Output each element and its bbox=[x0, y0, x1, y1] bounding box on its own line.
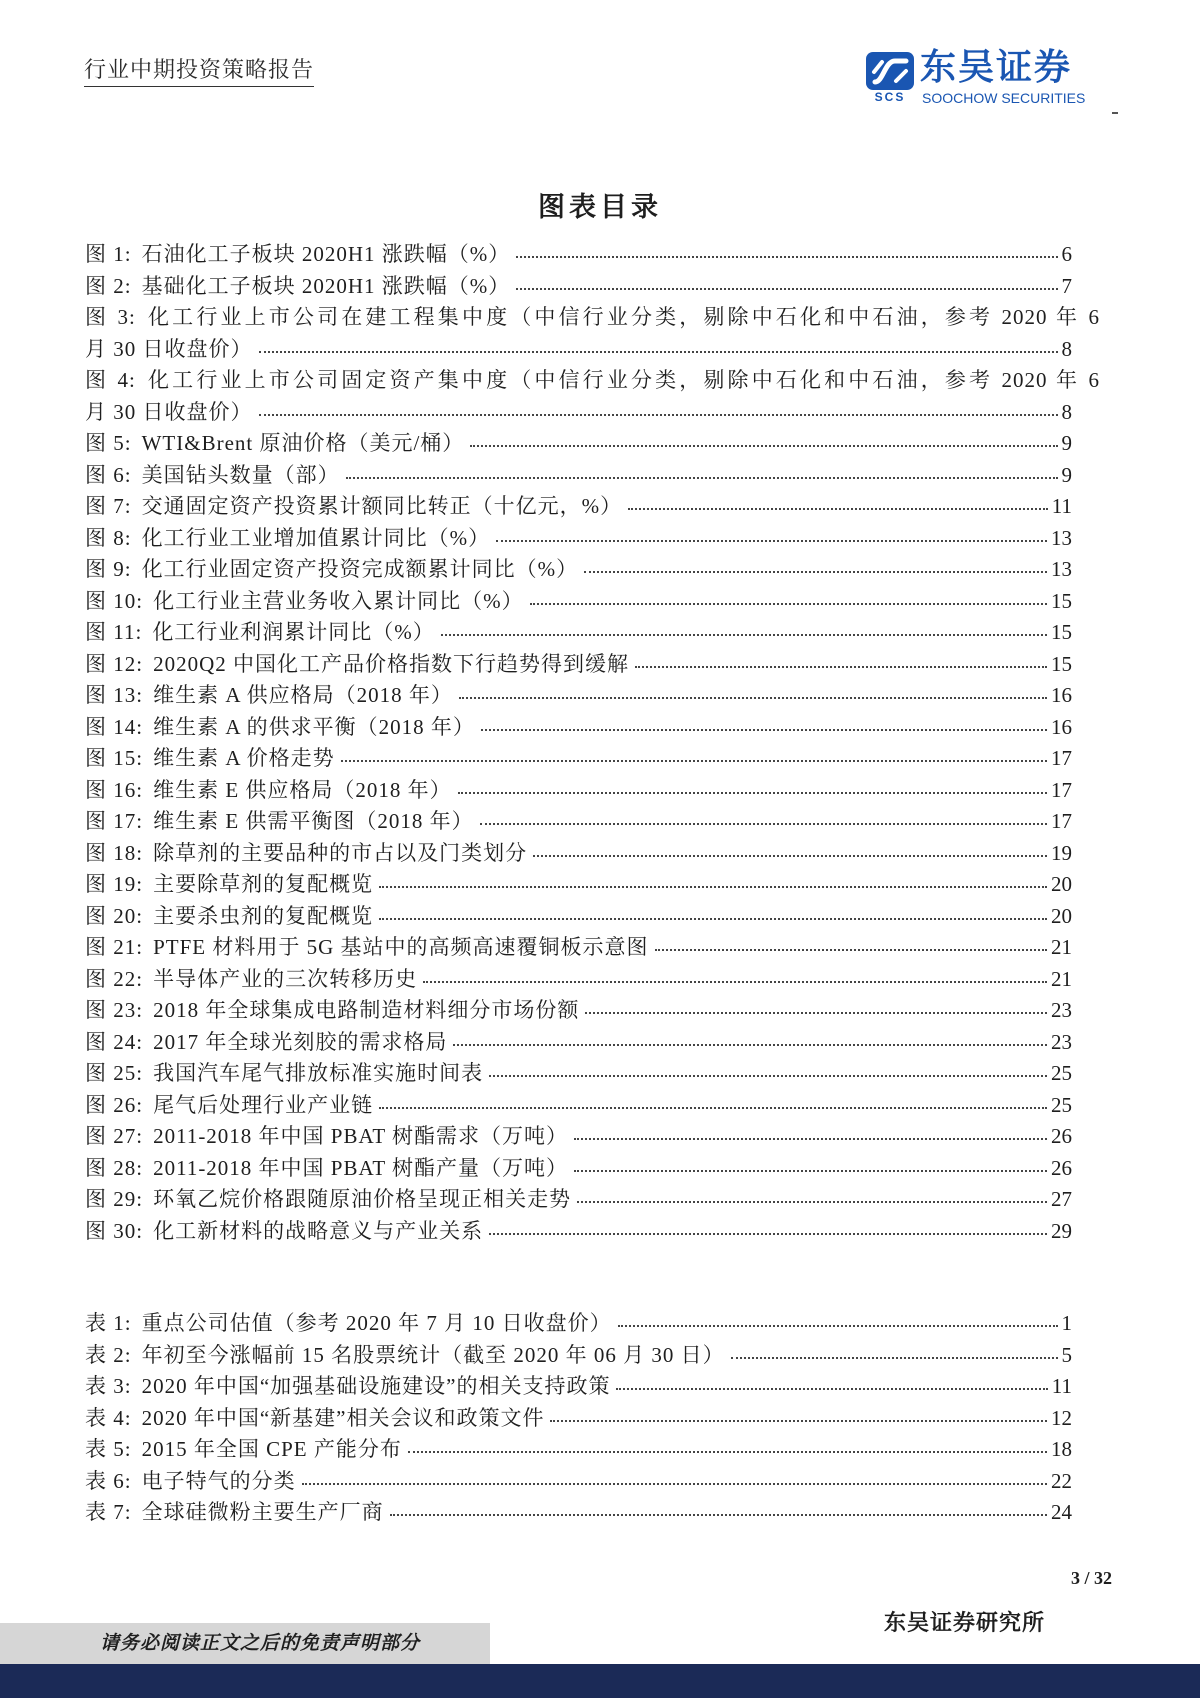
toc-entry-label: 图 8: bbox=[85, 525, 132, 550]
dot-leader bbox=[489, 1233, 1047, 1235]
toc-entry-title: 2020Q2 中国化工产品价格指数下行趋势得到缓解 bbox=[153, 651, 630, 676]
dot-leader bbox=[441, 634, 1047, 636]
toc-entry-title: 重点公司估值（参考 2020 年 7 月 10 日收盘价） bbox=[141, 1311, 612, 1335]
toc-entry-page: 9 bbox=[1061, 431, 1072, 455]
toc-entry-figure-13[interactable] bbox=[85, 680, 1072, 712]
toc-entry-page: 1 bbox=[1061, 1311, 1072, 1335]
dot-leader bbox=[574, 1138, 1047, 1140]
toc-entry-label: 图 4: bbox=[85, 368, 136, 392]
toc-entry-title: 维生素 A 价格走势 bbox=[153, 746, 335, 770]
soochow-logo-icon bbox=[866, 52, 914, 90]
toc-entry-figure-21[interactable] bbox=[85, 932, 1072, 964]
toc-entry-title: 2011-2018 年中国 PBAT 树酯需求（万吨） bbox=[153, 1124, 569, 1148]
toc-entry-figure-20[interactable] bbox=[85, 901, 1072, 933]
toc-entry-table-3[interactable] bbox=[85, 1371, 1072, 1403]
dot-leader bbox=[574, 1170, 1047, 1172]
toc-entry-title: 2011-2018 年中国 PBAT 树酯产量（万吨） bbox=[153, 1155, 569, 1180]
toc-entry-title: 交通固定资产投资累计额同比转正（十亿元，%） bbox=[141, 494, 623, 518]
logo-mark-text: SCS bbox=[874, 90, 906, 104]
toc-entry-label: 图 9: bbox=[85, 557, 132, 581]
toc-entry-page: 21 bbox=[1051, 935, 1072, 959]
toc-entry-figure-10[interactable] bbox=[85, 586, 1072, 618]
toc-entry-page: 6 bbox=[1061, 242, 1072, 266]
toc-entry-table-4[interactable] bbox=[85, 1403, 1072, 1435]
dot-leader bbox=[379, 918, 1047, 920]
dot-leader bbox=[530, 603, 1047, 605]
toc-entry-label: 图 19: bbox=[85, 872, 144, 896]
dot-leader bbox=[341, 760, 1047, 762]
header-dash bbox=[1112, 112, 1118, 114]
toc-entry-page: 12 bbox=[1051, 1405, 1072, 1430]
toc-entry-label: 表 2: bbox=[85, 1342, 132, 1367]
toc-entry-label: 表 3: bbox=[85, 1374, 132, 1398]
toc-entry-title: 化工行业利润累计同比（%） bbox=[152, 620, 435, 644]
dot-leader bbox=[346, 477, 1058, 479]
dot-leader bbox=[489, 1075, 1047, 1077]
dot-leader bbox=[585, 1012, 1047, 1014]
toc-entry-title: 环氧乙烷价格跟随原油价格呈现正相关走势 bbox=[153, 1187, 572, 1211]
toc-entry-page: 18 bbox=[1051, 1437, 1072, 1461]
toc-entry-label: 图 29: bbox=[85, 1187, 144, 1211]
toc-entry-title: 2015 年全国 CPE 产能分布 bbox=[141, 1437, 402, 1461]
dot-leader bbox=[458, 792, 1047, 794]
toc-entry-page: 15 bbox=[1051, 620, 1072, 644]
toc-entry-title: 除草剂的主要品种的市占以及门类划分 bbox=[153, 840, 528, 865]
dot-leader bbox=[635, 666, 1047, 668]
logo-name-en: SOOCHOW SECURITIES bbox=[922, 90, 1086, 106]
toc-entry-title: 基础化工子板块 2020H1 涨跌幅（%） bbox=[141, 273, 511, 298]
dot-leader bbox=[616, 1388, 1047, 1390]
toc-entry-page: 16 bbox=[1051, 714, 1072, 739]
toc-entry-page: 27 bbox=[1051, 1187, 1072, 1211]
toc-entry-label: 图 22: bbox=[85, 966, 144, 991]
toc-entry-title: 化工新材料的战略意义与产业关系 bbox=[153, 1218, 484, 1243]
toc-entry-title: 维生素 A 的供求平衡（2018 年） bbox=[153, 714, 475, 739]
toc-entry-figure-8[interactable] bbox=[85, 523, 1072, 555]
toc-entry-page: 13 bbox=[1051, 525, 1072, 550]
toc-entry-page: 22 bbox=[1051, 1468, 1072, 1493]
logo-name-cn: 东吴证券 bbox=[920, 47, 1073, 88]
toc-entry-label: 图 27: bbox=[85, 1124, 144, 1148]
toc-entry-title: 化工行业上市公司固定资产集中度（中信行业分类，剔除中石化和中石油，参考 2020 年 6 bbox=[145, 368, 1101, 392]
dot-leader bbox=[480, 823, 1047, 825]
toc-entry-title: 全球硅微粉主要生产厂商 bbox=[141, 1500, 384, 1524]
dot-leader bbox=[731, 1357, 1058, 1359]
toc-entry-table-5[interactable] bbox=[85, 1434, 1072, 1466]
toc-entry-label: 表 5: bbox=[85, 1437, 132, 1461]
toc-entry-page: 16 bbox=[1051, 683, 1072, 707]
toc-entry-page: 23 bbox=[1051, 1029, 1072, 1054]
toc-entry-page: 19 bbox=[1051, 840, 1072, 865]
toc-entry-page: 7 bbox=[1061, 273, 1072, 298]
toc-entry-page: 8 bbox=[1061, 399, 1072, 424]
toc-entry-label: 图 16: bbox=[85, 777, 144, 802]
toc-entry-label: 表 1: bbox=[85, 1311, 132, 1335]
toc-entry-label: 图 23: bbox=[85, 998, 144, 1022]
dot-leader bbox=[379, 886, 1047, 888]
toc-entry-label: 表 7: bbox=[85, 1500, 132, 1524]
toc-entry-label: 图 20: bbox=[85, 903, 144, 928]
dot-leader bbox=[379, 1107, 1047, 1109]
toc-entry-page: 13 bbox=[1051, 557, 1072, 581]
toc-entry-label: 图 14: bbox=[85, 714, 144, 739]
dot-leader bbox=[550, 1420, 1047, 1422]
toc-entry-label: 图 30: bbox=[85, 1218, 144, 1243]
toc-entry-page: 25 bbox=[1051, 1092, 1072, 1117]
report-type-heading: 行业中期投资策略报告 bbox=[84, 56, 314, 87]
toc-entry-page: 11 bbox=[1051, 1374, 1072, 1398]
dot-leader bbox=[618, 1325, 1058, 1327]
toc-entry-label: 图 28: bbox=[85, 1155, 144, 1180]
toc-entry-label: 表 6: bbox=[85, 1468, 132, 1493]
toc-entry-title: 维生素 E 供需平衡图（2018 年） bbox=[153, 809, 474, 833]
toc-entry-figure-4-continued[interactable] bbox=[85, 397, 1072, 429]
toc-entry-page: 26 bbox=[1051, 1124, 1072, 1148]
toc-entry-page: 15 bbox=[1051, 651, 1072, 676]
dot-leader bbox=[577, 1201, 1047, 1203]
toc-entry-title: 年初至今涨幅前 15 名股票统计（截至 2020 年 06 月 30 日） bbox=[141, 1342, 725, 1367]
dot-leader bbox=[423, 981, 1047, 983]
toc-entry-page: 8 bbox=[1061, 336, 1072, 361]
dot-leader bbox=[655, 949, 1047, 951]
toc-entry-figure-11[interactable] bbox=[85, 617, 1072, 649]
toc-entry-figure-7[interactable] bbox=[85, 491, 1072, 523]
table-list bbox=[85, 1308, 1072, 1529]
toc-entry-title: 维生素 E 供应格局（2018 年） bbox=[153, 777, 452, 802]
dot-leader bbox=[516, 288, 1057, 290]
toc-entry-label: 图 7: bbox=[85, 494, 132, 518]
toc-entry-title: 2018 年全球集成电路制造材料细分市场份额 bbox=[153, 998, 580, 1022]
toc-entry-page: 25 bbox=[1051, 1061, 1072, 1085]
toc-entry-label: 图 6: bbox=[85, 462, 132, 487]
disclaimer-banner bbox=[0, 1623, 490, 1664]
toc-entry-page: 17 bbox=[1051, 777, 1072, 802]
toc-entry-figure-17[interactable] bbox=[85, 806, 1072, 838]
toc-entry-label: 图 21: bbox=[85, 935, 144, 959]
toc-entry-label: 图 18: bbox=[85, 840, 144, 865]
toc-entry-title: 电子特气的分类 bbox=[141, 1468, 296, 1493]
toc-entry-title: 化工行业工业增加值累计同比（%） bbox=[141, 525, 491, 550]
toc-entry-title: 主要杀虫剂的复配概览 bbox=[153, 903, 374, 928]
toc-entry-label: 图 17: bbox=[85, 809, 144, 833]
toc-entry-page: 29 bbox=[1051, 1218, 1072, 1243]
toc-entry-title-continued: 月 30 日收盘价） bbox=[85, 336, 253, 361]
toc-entry-title: 美国钻头数量（部） bbox=[141, 462, 340, 487]
toc-entry-figure-24[interactable] bbox=[85, 1027, 1072, 1059]
toc-entry-page: 20 bbox=[1051, 872, 1072, 896]
toc-entry-label: 图 10: bbox=[85, 588, 144, 613]
dot-leader bbox=[259, 414, 1058, 416]
toc-entry-figure-12[interactable] bbox=[85, 649, 1072, 681]
toc-entry-title: 维生素 A 供应格局（2018 年） bbox=[153, 683, 453, 707]
dot-leader bbox=[453, 1044, 1047, 1046]
toc-entry-figure-3-continued[interactable] bbox=[85, 334, 1072, 366]
toc-entry-table-6[interactable] bbox=[85, 1466, 1072, 1498]
toc-entry-page: 21 bbox=[1051, 966, 1072, 991]
toc-entry-figure-9[interactable] bbox=[85, 554, 1072, 586]
toc-entry-figure-25[interactable] bbox=[85, 1058, 1072, 1090]
toc-entry-figure-30[interactable] bbox=[85, 1216, 1072, 1248]
dot-leader bbox=[584, 571, 1047, 573]
toc-entry-page: 20 bbox=[1051, 903, 1072, 928]
figure-list bbox=[85, 239, 1101, 1247]
toc-entry-figure-16[interactable] bbox=[85, 775, 1072, 807]
toc-entry-label: 图 24: bbox=[85, 1029, 144, 1054]
toc-entry-title: 石油化工子板块 2020H1 涨跌幅（%） bbox=[141, 242, 511, 266]
toc-entry-title: 主要除草剂的复配概览 bbox=[153, 872, 374, 896]
toc-entry-figure-2[interactable] bbox=[85, 271, 1072, 303]
toc-entry-page: 15 bbox=[1051, 588, 1072, 613]
toc-entry-figure-6[interactable] bbox=[85, 460, 1072, 492]
dot-leader bbox=[390, 1514, 1047, 1516]
toc-entry-page: 24 bbox=[1051, 1500, 1072, 1524]
toc-entry-label: 图 25: bbox=[85, 1061, 144, 1085]
toc-title: 图表目录 bbox=[538, 192, 662, 222]
toc-entry-figure-14[interactable] bbox=[85, 712, 1072, 744]
dot-leader bbox=[481, 729, 1047, 731]
footer-band bbox=[0, 1664, 1200, 1698]
dot-leader bbox=[533, 855, 1047, 857]
toc-entry-figure-29[interactable] bbox=[85, 1184, 1072, 1216]
toc-entry-figure-1[interactable] bbox=[85, 239, 1072, 271]
toc-entry-label: 表 4: bbox=[85, 1405, 132, 1430]
toc-entry-label: 图 3: bbox=[85, 305, 136, 329]
dot-leader bbox=[408, 1451, 1047, 1453]
page-number: 3 / 32 bbox=[1070, 1568, 1112, 1588]
toc-entry-title: 化工行业上市公司在建工程集中度（中信行业分类，剔除中石化和中石油，参考 2020 年 6 bbox=[145, 305, 1101, 329]
toc-entry-label: 图 12: bbox=[85, 651, 144, 676]
toc-entry-label: 图 15: bbox=[85, 746, 144, 770]
toc-entry-table-7[interactable] bbox=[85, 1497, 1072, 1529]
toc-entry-figure-26[interactable] bbox=[85, 1090, 1072, 1122]
toc-entry-figure-22[interactable] bbox=[85, 964, 1072, 996]
toc-entry-title: 2020 年中国“新基建”相关会议和政策文件 bbox=[141, 1405, 545, 1430]
dot-leader bbox=[459, 697, 1047, 699]
toc-entry-figure-23[interactable] bbox=[85, 995, 1072, 1027]
toc-entry-figure-5[interactable] bbox=[85, 428, 1072, 460]
toc-entry-page: 9 bbox=[1061, 462, 1072, 487]
dot-leader bbox=[496, 540, 1047, 542]
toc-entry-page: 5 bbox=[1061, 1342, 1072, 1367]
toc-entry-title: WTI&Brent 原油价格（美元/桶） bbox=[141, 431, 465, 455]
dot-leader bbox=[516, 256, 1057, 258]
toc-entry-title: 我国汽车尾气排放标准实施时间表 bbox=[153, 1061, 484, 1085]
toc-entry-label: 图 26: bbox=[85, 1092, 144, 1117]
research-institute: 东吴证券研究所 bbox=[884, 1610, 1046, 1635]
toc-entry-page: 17 bbox=[1051, 746, 1072, 770]
toc-entry-label: 图 11: bbox=[85, 620, 143, 644]
toc-entry-page: 17 bbox=[1051, 809, 1072, 833]
toc-entry-title-continued: 月 30 日收盘价） bbox=[85, 399, 253, 424]
toc-entry-label: 图 1: bbox=[85, 242, 132, 266]
toc-entry-figure-15[interactable] bbox=[85, 743, 1072, 775]
toc-entry-figure-27[interactable] bbox=[85, 1121, 1072, 1153]
dot-leader bbox=[259, 351, 1058, 353]
toc-entry-figure-4[interactable] bbox=[85, 365, 1100, 397]
toc-entry-title: 化工行业主营业务收入累计同比（%） bbox=[153, 588, 524, 613]
toc-entry-table-1[interactable] bbox=[85, 1308, 1072, 1340]
toc-entry-page: 26 bbox=[1051, 1155, 1072, 1180]
toc-entry-figure-3[interactable] bbox=[85, 302, 1100, 334]
toc-entry-title: 半导体产业的三次转移历史 bbox=[153, 966, 418, 991]
toc-entry-title: 2020 年中国“加强基础设施建设”的相关支持政策 bbox=[141, 1374, 611, 1398]
toc-entry-label: 图 5: bbox=[85, 431, 132, 455]
toc-entry-title: 化工行业固定资产投资完成额累计同比（%） bbox=[141, 557, 579, 581]
toc-entry-table-2[interactable] bbox=[85, 1340, 1072, 1372]
toc-entry-figure-18[interactable] bbox=[85, 838, 1072, 870]
toc-entry-label: 图 13: bbox=[85, 683, 144, 707]
toc-entry-figure-19[interactable] bbox=[85, 869, 1072, 901]
toc-entry-label: 图 2: bbox=[85, 273, 132, 298]
toc-entry-page: 11 bbox=[1051, 494, 1072, 518]
dot-leader bbox=[628, 508, 1048, 510]
toc-entry-title: 尾气后处理行业产业链 bbox=[153, 1092, 374, 1117]
disclaimer-text: 请务必阅读正文之后的免责声明部分 bbox=[100, 1633, 421, 1654]
dot-leader bbox=[470, 445, 1057, 447]
toc-entry-title: PTFE 材料用于 5G 基站中的高频高速覆铜板示意图 bbox=[153, 935, 649, 959]
toc-entry-figure-28[interactable] bbox=[85, 1153, 1072, 1185]
toc-entry-page: 23 bbox=[1051, 998, 1072, 1022]
toc-entry-title: 2017 年全球光刻胶的需求格局 bbox=[153, 1029, 448, 1054]
dot-leader bbox=[302, 1483, 1047, 1485]
